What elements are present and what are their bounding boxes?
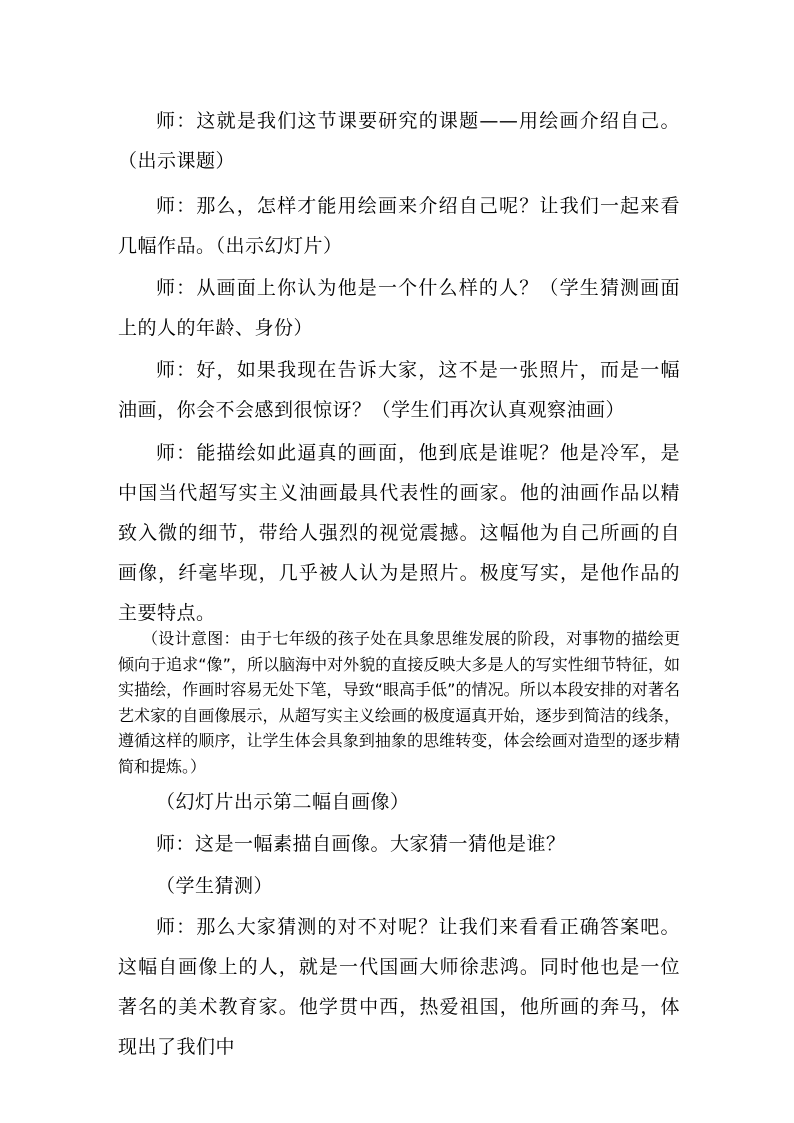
design-intent-note: （设计意图：由于七年级的孩子处在具象思维发展的阶段，对事物的描绘更倾向于追求“像”，所以脑海中对外貌的直接反映大多是人的写实性细节特征，如实描绘，作画时容易无处下笔，导致“眼高手低”的情况。所以本段安排的对著名艺术家的自画像展示，从超写实主义绘画的极度逼真开始，逐步到简洁的线条，遵循这样的顺序，让学生体会具象到抽象的思维转变，体会绘画对造型的逐步精简和提炼。） <box>118 629 680 776</box>
paragraph-how-to: 师：那么，怎样才能用绘画来介绍自己呢？让我们一起来看几幅作品。（出示幻灯片） <box>118 195 680 257</box>
paragraph-question: 师：从画面上你认为他是一个什么样的人？（学生猜测画面上的人的年龄、身份） <box>118 277 680 339</box>
paragraph-leng-jun: 师：能描绘如此逼真的画面，他到底是谁呢？他是冷军，是中国当代超写实主义油画最具代表性的画家。他的油画作品以精致入微的细节，带给人强烈的视觉震撼。这幅他为自己所画的自画像，纤毫毕现，几乎被人认为是照片。极度写实，是他作品的主要特点。 <box>118 442 680 624</box>
paragraph-sketch: 师：这是一幅素描自画像。大家猜一猜他是谁？ <box>156 833 566 855</box>
paragraph-topic: 师：这就是我们这节课要研究的课题——用绘画介绍自己。（出示课题） <box>118 110 680 172</box>
paragraph-xu-beihong: 师：那么大家猜测的对不对呢？让我们来看看正确答案吧。这幅自画像上的人，就是一代国画大师徐悲鸿。同时他也是一位著名的美术教育家。他学贯中西，热爱祖国，他所画的奔马，体现出了我们中 <box>118 916 680 1058</box>
paragraph-oil-painting: 师：好，如果我现在告诉大家，这不是一张照片，而是一幅油画，你会不会感到很惊讶？（学生们再次认真观察油画） <box>118 359 680 421</box>
paragraph-student-guess: （学生猜测） <box>156 875 274 897</box>
paragraph-slide-second: （幻灯片出示第二幅自画像） <box>156 791 410 813</box>
